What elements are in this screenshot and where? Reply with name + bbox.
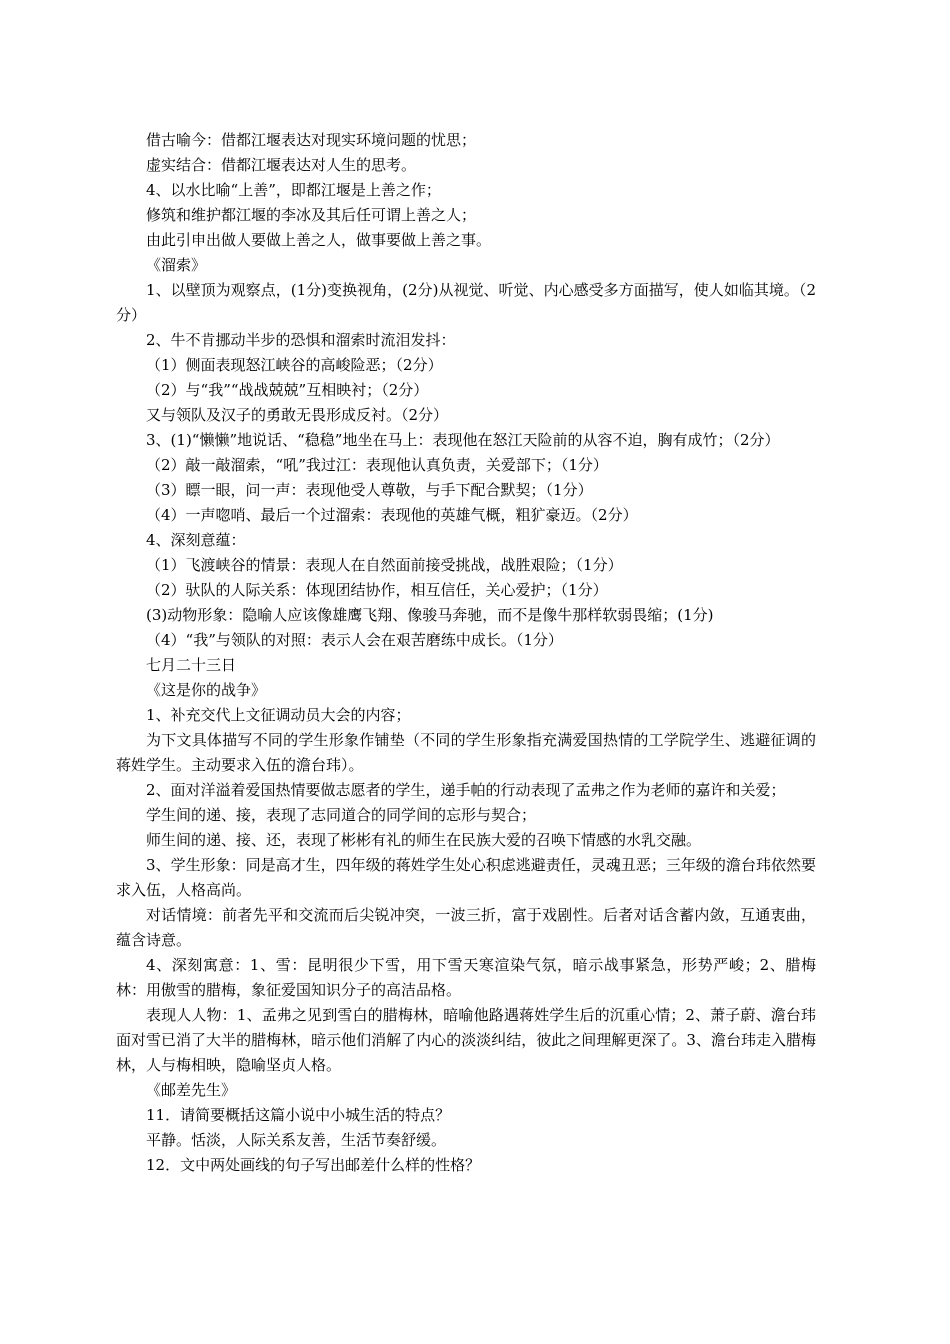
paragraph: 学生间的递、接，表现了志同道合的同学间的忘形与契合； bbox=[146, 806, 537, 824]
paragraph: 又与领队及汉子的勇敢无畏形成反衬。（2分） bbox=[146, 406, 449, 424]
section-title: 《邮差先生》 bbox=[146, 1081, 237, 1099]
paragraph: （2）与“我”“战战兢兢”互相映衬；（2分） bbox=[146, 381, 429, 399]
paragraph: 3、(1)“懒懒”地说话、“稳稳”地坐在马上：表现他在怒江天险前的从容不迫，胸有成竹；（2分） bbox=[146, 431, 780, 449]
paragraph: 2、面对洋溢着爱国热情要做志愿者的学生，递手帕的行动表现了孟弗之作为老师的嘉许和关爱； bbox=[146, 781, 786, 799]
paragraph: （2）驮队的人际关系：体现团结协作，相互信任，关心爱护；（1分） bbox=[146, 581, 608, 599]
paragraph: (3)动物形象：隐喻人应该像雄鹰飞翔、像骏马奔驰，而不是像牛那样软弱畏缩；(1分) bbox=[146, 606, 714, 624]
paragraph: （4）“我”与领队的对照：表示人会在艰苦磨练中成长。（1分） bbox=[146, 631, 563, 649]
paragraph: 4、深刻寓意：1、雪：昆明很少下雪，用下雪天寒渲染气氛，暗示战事紧急，形势严峻；2、腊梅林：用傲雪的腊梅，象征爱国知识分子的高洁品格。 bbox=[116, 956, 816, 999]
section-title: 《溜索》 bbox=[146, 256, 207, 274]
paragraph: （4）一声唿哨、最后一个过溜索：表现他的英雄气概，粗犷豪迈。（2分） bbox=[146, 506, 638, 524]
paragraph: 虚实结合：借都江堰表达对人生的思考。 bbox=[146, 156, 417, 174]
date-heading: 七月二十三日 bbox=[146, 656, 237, 674]
paragraph: 1、补充交代上文征调动员大会的内容； bbox=[146, 706, 411, 724]
paragraph: 4、以水比喻“上善”，即都江堰是上善之作； bbox=[146, 181, 441, 199]
document-page bbox=[116, 128, 816, 1178]
paragraph: （1）侧面表现怒江峡谷的高峻险恶；（2分） bbox=[146, 356, 443, 374]
paragraph: 借古喻今：借都江堰表达对现实环境问题的忧思； bbox=[146, 131, 477, 149]
paragraph: 4、深刻意蕴： bbox=[146, 531, 246, 549]
paragraph: （2）敲一敲溜索，“吼”我过江：表现他认真负责，关爱部下；（1分） bbox=[146, 456, 608, 474]
paragraph: （3）瞟一眼，问一声：表现他受人尊敬，与手下配合默契；（1分） bbox=[146, 481, 593, 499]
question: 11．请简要概括这篇小说中小城生活的特点？ bbox=[146, 1106, 451, 1124]
answer: 平静。恬淡，人际关系友善，生活节奏舒缓。 bbox=[146, 1131, 447, 1149]
paragraph: 为下文具体描写不同的学生形象作铺垫（不同的学生形象指充满爱国热情的工学院学生、逃避征调的蒋姓学生。主动要求入伍的澹台玮）。 bbox=[116, 731, 816, 774]
paragraph: 2、牛不肯挪动半步的恐惧和溜索时流泪发抖： bbox=[146, 331, 456, 349]
paragraph: 3、学生形象：同是高才生，四年级的蒋姓学生处心积虑逃避责任，灵魂丑恶；三年级的澹台玮依然要求入伍，人格高尚。 bbox=[116, 856, 816, 899]
paragraph: 修筑和维护都江堰的李冰及其后任可谓上善之人； bbox=[146, 206, 477, 224]
paragraph: 对话情境：前者先平和交流而后尖锐冲突，一波三折，富于戏剧性。后者对话含蓄内敛，互通衷曲，蕴含诗意。 bbox=[116, 906, 816, 949]
paragraph: 师生间的递、接、还，表现了彬彬有礼的师生在民族大爱的召唤下情感的水乳交融。 bbox=[146, 831, 702, 849]
section-title: 《这是你的战争》 bbox=[146, 681, 267, 699]
paragraph: （1）飞渡峡谷的情景：表现人在自然面前接受挑战，战胜艰险；（1分） bbox=[146, 556, 623, 574]
question: 12．文中两处画线的句子写出邮差什么样的性格？ bbox=[146, 1156, 481, 1174]
paragraph: 1、以壁顶为观察点，(1分)变换视角，(2分)从视觉、听觉、内心感受多方面描写，使人如临其境。（2分） bbox=[116, 281, 816, 324]
paragraph: 表现人人物：1、孟弗之见到雪白的腊梅林，暗喻他路遇蒋姓学生后的沉重心情；2、萧子蔚、澹台玮面对雪已消了大半的腊梅林，暗示他们消解了内心的淡淡纠结，彼此之间理解更深了。3、澹台玮走入腊梅林，人与梅相映，隐喻坚贞人格。 bbox=[116, 1006, 816, 1074]
paragraph: 由此引申出做人要做上善之人，做事要做上善之事。 bbox=[146, 231, 492, 249]
